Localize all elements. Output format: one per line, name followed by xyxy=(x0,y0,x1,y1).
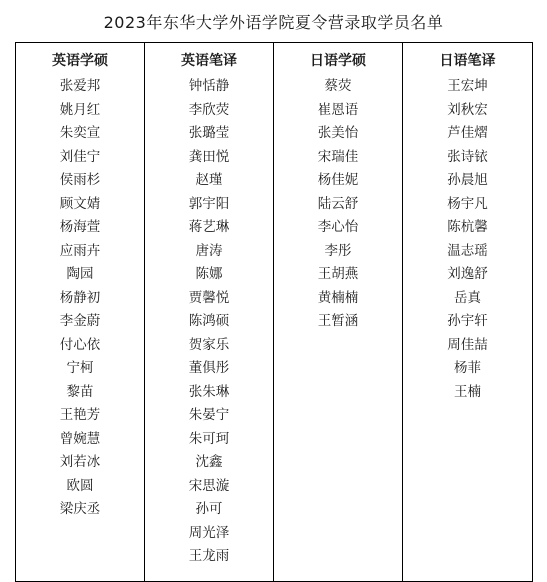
student-name: 刘若冰 xyxy=(59,454,101,470)
student-name: 王龙雨 xyxy=(188,548,230,564)
student-name: 宋瑞佳 xyxy=(317,148,359,165)
student-name: 陆云舒 xyxy=(317,195,359,212)
column-english-academic xyxy=(16,43,145,581)
student-name: 郭宇阳 xyxy=(188,195,230,212)
student-name: 李彤 xyxy=(324,242,352,259)
student-name: 孙晨旭 xyxy=(447,172,488,188)
student-name: 宁柯 xyxy=(66,360,94,376)
student-name: 刘逸舒 xyxy=(447,266,488,282)
student-name: 芦佳熠 xyxy=(447,125,488,141)
student-name: 孙可 xyxy=(195,501,223,517)
student-name: 蒋艺琳 xyxy=(188,219,230,235)
student-name: 杨静初 xyxy=(59,289,101,306)
student-name: 陈杭馨 xyxy=(447,219,488,235)
student-name: 杨海萱 xyxy=(59,219,101,235)
column-japanese-academic xyxy=(274,43,403,581)
student-name: 顾文婧 xyxy=(59,195,101,212)
student-name: 陈娜 xyxy=(195,266,223,282)
student-name: 王艳芳 xyxy=(59,407,101,423)
column-header: 日语学硕 xyxy=(310,53,366,69)
student-name: 朱可珂 xyxy=(188,430,230,447)
student-name: 崔恩语 xyxy=(317,101,359,118)
student-name: 李欣荧 xyxy=(188,101,230,118)
student-name: 周佳喆 xyxy=(447,336,488,353)
student-name: 王宏坤 xyxy=(447,78,488,94)
column-header: 英语笔译 xyxy=(181,53,237,69)
student-name: 朱晏宁 xyxy=(188,407,230,423)
student-name: 岳真 xyxy=(454,289,481,306)
student-name: 王暂涵 xyxy=(317,313,359,329)
student-name: 王胡燕 xyxy=(317,266,359,282)
student-name: 朱奕宣 xyxy=(59,125,101,141)
student-name: 陶园 xyxy=(66,266,94,282)
student-name: 贾馨悦 xyxy=(188,289,230,306)
student-name: 温志瑶 xyxy=(447,242,488,259)
student-name: 唐涛 xyxy=(195,242,223,259)
column-japanese-translation xyxy=(403,43,532,581)
student-name: 侯雨杉 xyxy=(59,172,101,188)
student-name: 陈鸿硕 xyxy=(188,313,230,329)
student-name: 王楠 xyxy=(454,383,481,400)
student-name: 应雨卉 xyxy=(59,242,101,259)
student-name: 钟恬静 xyxy=(188,78,230,94)
student-name: 李心怡 xyxy=(317,219,359,235)
student-name: 龚田悦 xyxy=(188,148,230,165)
student-name: 沈鑫 xyxy=(195,454,223,470)
admission-roster-table xyxy=(15,42,533,582)
student-name: 欧圆 xyxy=(66,477,94,494)
student-name: 张美怡 xyxy=(317,125,359,141)
student-name: 付心依 xyxy=(59,336,101,353)
student-name: 李金蔚 xyxy=(59,313,101,329)
student-name: 刘秋宏 xyxy=(447,101,488,118)
student-name: 张朱琳 xyxy=(188,383,230,400)
student-name: 赵瑾 xyxy=(195,172,223,188)
student-name: 周光泽 xyxy=(188,524,230,541)
student-name: 蔡荧 xyxy=(324,78,352,94)
student-name: 张爱邦 xyxy=(59,78,101,94)
student-name: 刘佳宁 xyxy=(59,148,101,165)
student-name: 张璐莹 xyxy=(188,125,230,141)
column-header: 英语学硕 xyxy=(52,53,108,69)
student-name: 黄楠楠 xyxy=(317,289,359,306)
student-name: 杨菲 xyxy=(454,360,481,376)
student-name: 宋思漩 xyxy=(188,477,230,494)
student-name: 梁庆丞 xyxy=(59,501,101,517)
page-title: 2023年东华大学外语学院夏令营录取学员名单 xyxy=(103,13,444,32)
student-name: 黎苗 xyxy=(66,383,94,400)
student-name: 曾婉慧 xyxy=(59,430,101,447)
student-name: 董俱彤 xyxy=(188,360,230,376)
column-header: 日语笔译 xyxy=(439,53,496,69)
student-name: 杨佳妮 xyxy=(317,172,359,188)
student-name: 孙宇轩 xyxy=(447,313,488,329)
student-name: 张诗铱 xyxy=(447,148,488,165)
column-english-translation xyxy=(145,43,274,581)
student-name: 杨宇凡 xyxy=(447,195,488,212)
student-name: 贺家乐 xyxy=(188,336,230,353)
student-name: 姚月红 xyxy=(59,101,101,118)
